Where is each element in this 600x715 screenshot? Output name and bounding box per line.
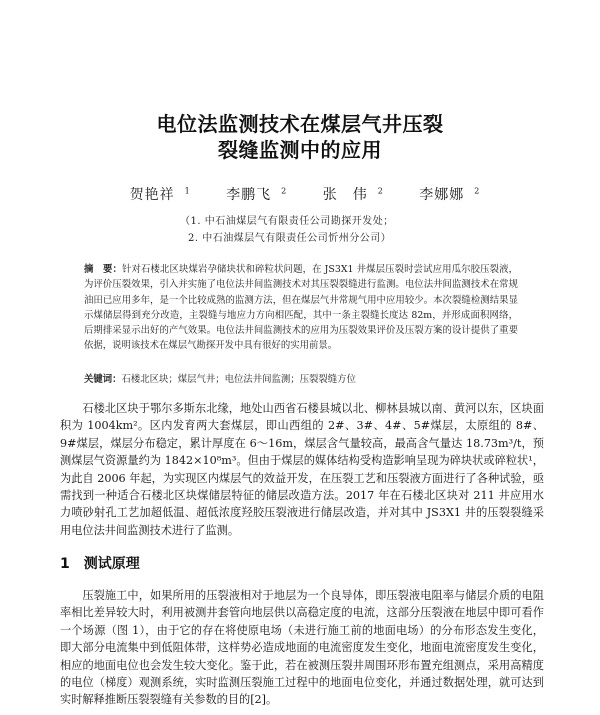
intro-paragraph: 石楼北区块于鄂尔多斯东北缘，地处山西省石楼县城以北、柳林县城以南、黄河以东，区块面积为 1004km²。区内发育两大套煤层，即山西组的 2#、3#、4#、5#煤层，太原组的 8#、9#煤层，煤层分布稳定，累计厚度在 6～16m，煤层含气量较高，最高含气量达 18.73m³/t，预测煤层气资源量约为 1842×10⁸m³。但由于煤层的媒体结构受构造影响呈现为碎块状或碎粒状¹，为此自 2006 年起，为实现区内煤层气的效益开发，在压裂工艺和压裂液方面进行了各种试验，亟需找到一种适合石楼北区块煤储层特征的储层改造方法。2017 年在石楼北区块对 211 井应用水力喷砂射孔工艺加超低温、超低浓度羟胶压裂液进行储层改造，并对其中 JS3X1 井的压裂裂缝采用电位法井间监测技术进行了监测。 [60, 402, 544, 537]
author-name: 贺艳祥 [129, 187, 175, 203]
author-name: 张 伟 [322, 187, 368, 203]
author-affiliation-mark: 2 [377, 186, 384, 196]
author-affiliation-mark: 1 [184, 186, 191, 196]
keywords [84, 371, 518, 385]
section-title: 测试原理 [83, 556, 140, 572]
author-name: 李娜娜 [419, 187, 465, 203]
affiliation-2: 2. 中石油煤层气有限责任公司忻州分公司） [188, 233, 392, 244]
method-paragraph: 压裂施工中，如果所用的压裂液相对于地层为一个良导体，即压裂液电阻率与储层介质的电阻率相比差异较大时，利用被测井套管向地层供以高稳定度的电流，这部分压裂液在地层中即可看作一个场源（图 1），由于它的存在将使原电场（未进行施工前的地面电场）的分布形态发生变化，即大部分电流集中到低阻体带，这样势必造成地面的电流密度发生变化，地面电流密度发生变化，相应的地面电位也会发生较大变化。鉴于此，若在被测压裂井周围环形布置充组测点，采用高精度的电位（梯度）观测系统，实时监测压裂施工过程中的地面电位变化，并通过数据处理，就可达到实时解释推断压裂裂缝有关参数的目的[2]。 [60, 589, 544, 707]
author-name: 李鹏飞 [226, 187, 272, 203]
section-heading [60, 553, 140, 573]
abstract [84, 262, 518, 354]
author [216, 187, 287, 203]
abstract-label: 摘 要： [84, 264, 123, 275]
section-number: 1 [60, 556, 70, 572]
author [120, 187, 191, 203]
author-list [0, 184, 600, 204]
author-affiliation-mark: 2 [474, 186, 481, 196]
keywords-text: 石楼北区块；煤层气井；电位法井间监测；压裂裂缝方位 [121, 374, 356, 385]
paper-title-line1: 电位法监测技术在煤层气井压裂 [156, 112, 444, 136]
author-affiliation-mark: 2 [281, 186, 288, 196]
abstract-text: 针对石楼北区块煤岩孕储块状和碎粒状问题，在 JS3X1 井煤层压裂时尝试应用瓜尔胶压裂液，为评价压裂效果，引入并实施了电位法井间监测技术对其压裂裂缝进行监测。电位法井间监测技术在常规油田已应用多年，是一个比较成熟的监测方法，但在煤层气井常规气用中应用较少。本次裂缝检测结果显示煤储层得到充分改造，主裂缝与地应力方向相匹配，其中一条主裂缝长度达 82m，并形成面积网络，后期排采显示出好的产气效果。电位法井间监测技术的应用为压裂效果评价及压裂方案的设计提供了重要依据，说明该技术在煤层气勘探开发中具有很好的实用前景。 [84, 264, 518, 352]
keywords-label: 关键词： [84, 374, 122, 385]
author [313, 187, 384, 203]
paper-title-line2: 裂缝监测中的应用 [218, 138, 382, 162]
affiliation-1: （1. 中石油煤层气有限责任公司勘探开发处； [180, 216, 394, 227]
author [409, 187, 480, 203]
